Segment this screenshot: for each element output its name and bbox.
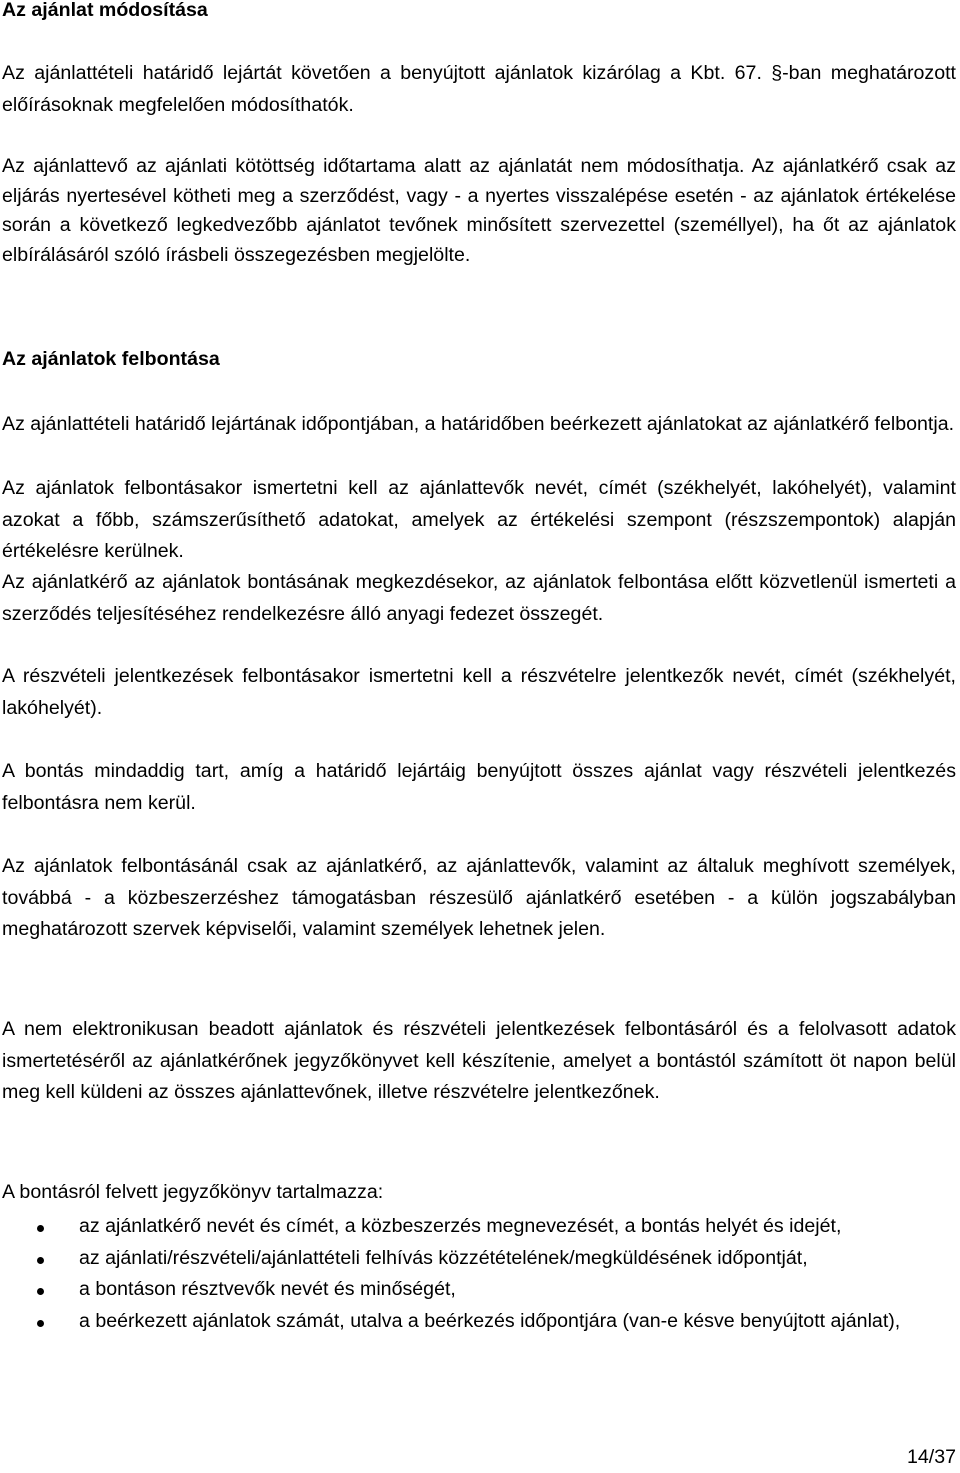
paragraph-applications-opening: A részvételi jelentkezések felbontásakor ismertetni kell a részvételre jelentkezők nevét, címét (székhelyét, lakóhelyét). [2,665,956,719]
paragraph-financial-cover: Az ajánlatkérő az ajánlatok bontásának megkezdésekor, az ajánlatok felbontása előtt közvetlenül ismerteti a szerződés teljesítéséhez rendelkezésre álló anyagi fedezet összegét. [2,571,956,625]
list-item-text: az ajánlati/részvételi/ajánlattételi felhívás közzétételének/megküldésének időpontját, [79,1246,808,1269]
list-item-text: a beérkezett ajánlatok számát, utalva a beérkezés időpontjára (van-e késve benyújtott ajánlat), [79,1309,901,1332]
paragraph-opening-announcements: Az ajánlatok felbontásakor ismertetni kell az ajánlattevők nevét, címét (székhelyét, lakóhelyét), valamint azokat a főbb, számszerűsíthető adatokat, amelyek az értékelési szempont (részszempontok) alapján értékelésre kerülnek. [2,477,956,562]
list-item-text: az ajánlatkérő nevét és címét, a közbeszerzés megnevezését, a bontás helyét és idejét, [79,1215,842,1237]
minutes-contents-list [0,1212,956,1338]
section-heading-modification: Az ajánlat módosítása [2,0,208,21]
paragraph-minutes: A nem elektronikusan beadott ajánlatok és részvételi jelentkezések felbontásáról és a felolvasott adatok ismertetéséről az ajánlatkérőnek jegyzőkönyvet kell készítenie, amelyet a bontástól számított öt napon belül meg kell küldeni az összes ajánlattevőnek, illetve részvételre jelentkezőnek. [2,1018,956,1103]
list-item [0,1307,956,1337]
paragraph-attendees: Az ajánlatok felbontásánál csak az ajánlatkérő, az ajánlattevők, valamint az általuk meghívott személyek, továbbá - a közbeszerzéshez támogatásban részesülő ajánlatkérő esetében - a külön jogszabályban meghatározott szervek képviselői, valamint személyek lehetnek jelen. [2,855,956,940]
bullet-icon [37,1225,44,1232]
list-intro: A bontásról felvett jegyzőkönyv tartalmazza: [2,1181,384,1203]
paragraph-opening-deadline: Az ajánlattételi határidő lejártának időpontjában, a határidőben beérkezett ajánlatokat az ajánlatkérő felbontja. [2,413,955,435]
paragraph-opening-duration: A bontás mindaddig tart, amíg a határidő lejártáig benyújtott összes ajánlat vagy részvételi jelentkezés felbontásra nem kerül. [2,760,956,814]
list-item [0,1275,956,1305]
list-item [0,1244,956,1274]
section-heading-opening: Az ajánlatok felbontása [2,348,220,370]
paragraph-binding-period: Az ajánlattevő az ajánlati kötöttség időtartama alatt az ajánlatát nem módosíthatja. Az ajánlatkérő csak az eljárás nyertesével kötheti meg a szerződést, vagy - a nyertes visszalépése esetén - az ajánlatok értékelése során a következő legkedvezőbb ajánlatot tevőnek minősített szervezettel (személlyel), ha őt az ajánlatok elbírálásáról szóló írásbeli összegezésben megjelölte. [2,155,956,266]
paragraph-modification-rule: Az ajánlattételi határidő lejártát követően a benyújtott ajánlatok kizárólag a Kbt. 67. §-ban meghatározott előírásoknak megfelelően módosíthatók. [2,62,956,116]
bullet-icon [37,1288,44,1295]
page-number: 14/37 [906,1446,956,1468]
list-item-text: a bontáson résztvevők nevét és minőségét, [79,1278,456,1300]
bullet-icon [37,1320,44,1327]
bullet-icon [37,1257,44,1264]
list-item [0,1212,956,1242]
